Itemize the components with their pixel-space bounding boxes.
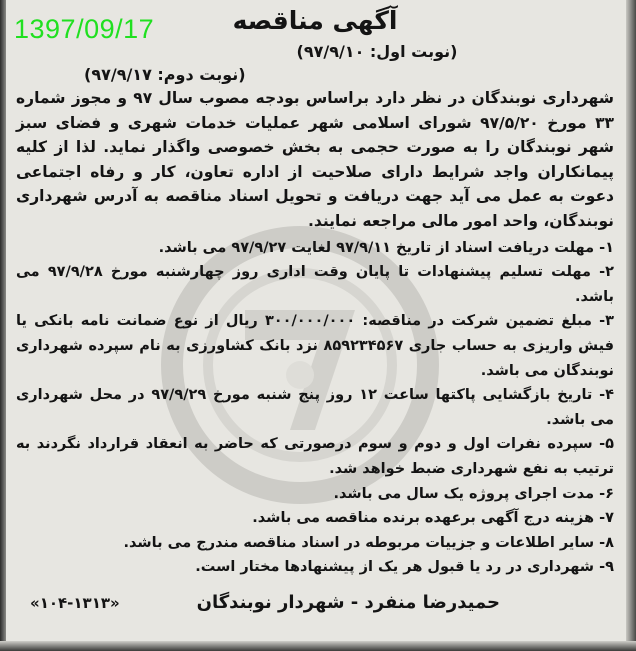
- scan-edge-left: [0, 0, 6, 651]
- condition-item: ۸- سایر اطلاعات و جزییات مربوطه در اسناد مناقصه مندرج می باشد.: [123, 534, 614, 551]
- condition-item: ۶- مدت اجرای پروژه یک سال می باشد.: [333, 485, 614, 502]
- condition-item: ۴- تاریخ بازگشایی پاکتها ساعت ۱۲ روز پنج شنبه مورخ ۹۷/۹/۲۹ در محل شهرداری می باشد.: [16, 387, 614, 428]
- publication-turns: [12, 40, 618, 86]
- signer-name: حمیدرضا منفرد - شهردار نوبندگان: [196, 592, 500, 613]
- scan-edge-right: [626, 0, 636, 651]
- date-stamp: 1397/09/17: [14, 14, 155, 44]
- tender-announcement: [12, 4, 618, 580]
- scan-edge-bottom: [0, 641, 636, 651]
- ad-title: آگهی مناقصه: [232, 6, 398, 35]
- condition-item: ۷- هزینه درج آگهی برعهده برنده مناقصه می باشد.: [252, 510, 614, 527]
- condition-item: ۳- مبلغ تضمین شرکت در مناقصه: ۳۰۰/۰۰۰/۰۰۰ ریال از نوع ضمانت نامه بانکی یا فیش واریزی به حساب جاری ۸۵۹۲۳۴۵۶۷ نزد بانک کشاورزی به نام سپرده شهرداری نوبندگان می باشد.: [16, 313, 614, 379]
- conditions-list: [12, 236, 618, 580]
- condition-item: ۲- مهلت تسلیم پیشنهادات تا پایان وقت اداری روز چهارشنبه مورخ ۹۷/۹/۲۸ می باشد.: [16, 264, 614, 305]
- first-turn-date: (نوبت اول: ۹۷/۹/۱۰): [296, 42, 458, 61]
- reference-code: «۱۰۴-۱۳۱۳»: [30, 593, 120, 612]
- condition-item: ۱- مهلت دریافت اسناد از تاریخ ۹۷/۹/۱۱ لغایت ۹۷/۹/۲۷ می باشد.: [158, 239, 614, 256]
- signature-row: [12, 592, 618, 613]
- condition-item: ۵- سپرده نفرات اول و دوم و سوم درصورتی که حاضر به انعقاد قرارداد نگردند به ترتیب به نفع شهرداری ضبط خواهد شد.: [16, 436, 614, 477]
- condition-item: ۹- شهرداری در رد یا قبول هر یک از پیشنهادها مختار است.: [195, 559, 614, 576]
- intro-paragraph: شهرداری نوبندگان در نظر دارد براساس بودجه مصوب سال ۹۷ و مجوز شماره ۳۳ مورخ ۹۷/۵/۲۰ شورای اسلامی شهر عملیات خدمات شهری و فضای سبز شهر نوبندگان را به صورت حجمی به بخش خصوصی واگذار نماید. لذا از کلیه پیمانکاران واجد شرایط دارای صلاحیت از اداره تعاون، کار و رفاه اجتماعی دعوت به عمل می آید جهت دریافت و تحویل اسناد مناقصه به آدرس شهرداری نوبندگان، واحد امور مالی مراجعه نمایند.: [16, 89, 615, 230]
- second-turn-date: (نوبت دوم: ۹۷/۹/۱۷): [84, 65, 246, 84]
